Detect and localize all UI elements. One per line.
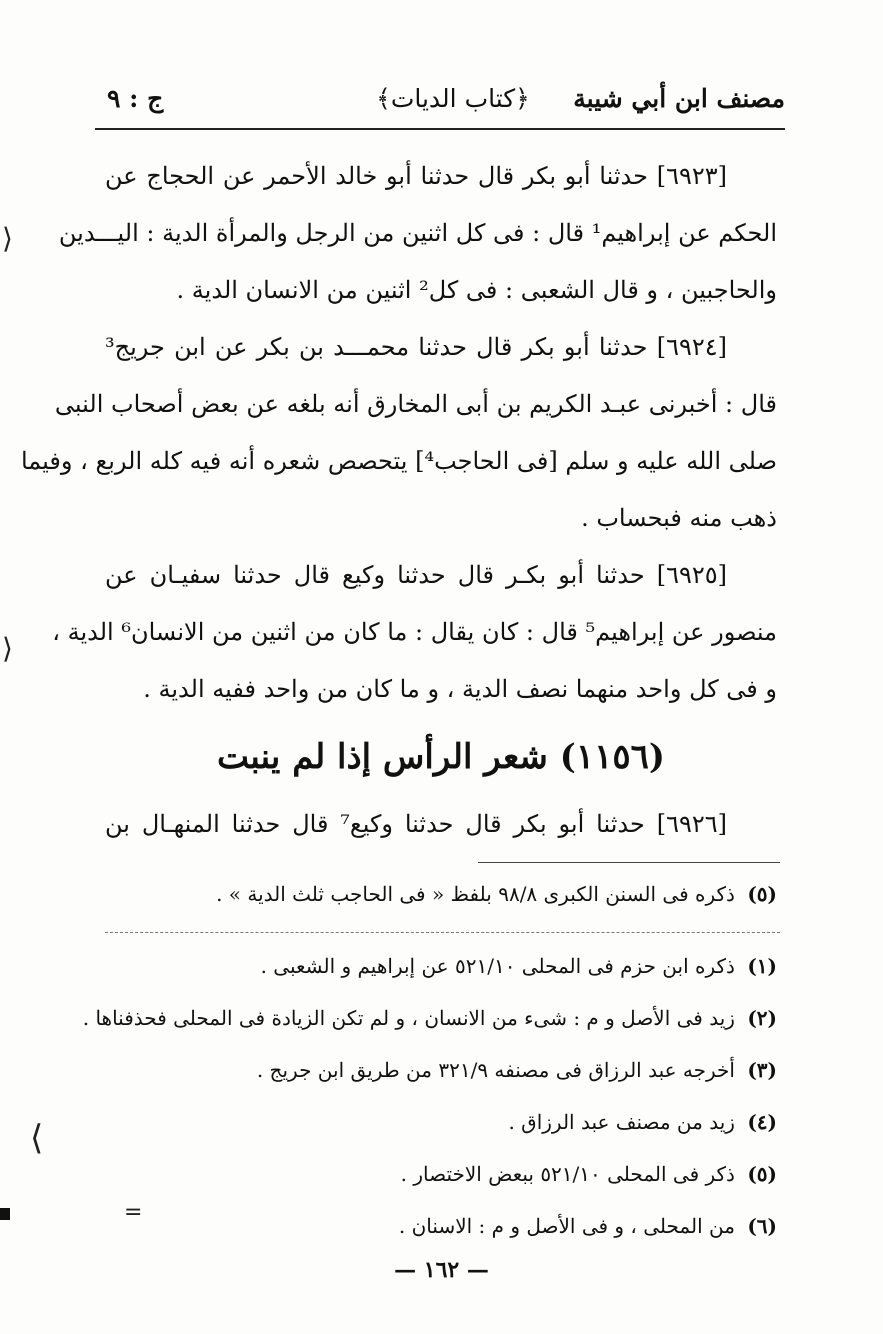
page-number: — ١٦٢ — xyxy=(394,1257,489,1283)
text-line: [٦٩٢٤] حدثنا أبو بكر قال حدثنا محمـــد بن بكر عن ابن جريج³ xyxy=(105,333,727,361)
footnote-item xyxy=(105,1044,777,1096)
text-line: [٦٩٢٥] حدثنا أبو بكـر قال حدثنا وكيع قال حدثنا سفيـان عن xyxy=(105,561,727,589)
main-text xyxy=(20,148,777,853)
chapter-heading: (١١٥٦) شعر الرأس إذا لم ينبت xyxy=(217,737,665,777)
margin-mark: ⟨ xyxy=(30,1118,44,1158)
footnote-item xyxy=(105,868,777,920)
footnote-item xyxy=(105,940,777,992)
section-title: ﴿كتاب الديات﴾ xyxy=(376,84,530,113)
footnotes-list xyxy=(82,940,777,1252)
footnote-text: ذكره ابن حزم فى المحلى ٥٢١/١٠ عن إبراهيم و الشعبى . xyxy=(260,954,735,978)
footnote-text: ذكر فى المحلى ٥٢١/١٠ ببعض الاختصار . xyxy=(400,1162,735,1186)
footnote-text: من المحلى ، و فى الأصل و م : الاسنان . xyxy=(398,1214,735,1238)
text-line: صلى الله عليه و سلم [فى الحاجب⁴] يتحصص شعره أنه فيه كله الربع ، وفيما xyxy=(20,447,777,475)
text-line: الحكم عن إبراهيم¹ قال : فى كل اثنين من الرجل والمرأة الدية : اليـــدين xyxy=(58,219,777,247)
text-line: ذهب منه فبحساب . xyxy=(581,504,777,532)
footnote-separator xyxy=(478,862,780,863)
footnote-divider xyxy=(105,932,780,933)
text-line: [٦٩٢٣] حدثنا أبو بكر قال حدثنا أبو خالد الأحمر عن الحجاج عن xyxy=(105,162,727,190)
footnote-number: (١) xyxy=(747,954,777,978)
margin-mark: ⟩ xyxy=(2,222,13,255)
text-line: منصور عن إبراهيم⁵ قال : كان يقال : ما كان من اثنين من الانسان⁶ الدية ، xyxy=(52,618,777,646)
text-line: والحاجبين ، و قال الشعبى : فى كل² اثنين من الانسان الدية . xyxy=(176,276,777,304)
footnote-number: (٥) xyxy=(747,882,777,906)
footnote-number: (٦) xyxy=(747,1214,777,1238)
footnote-number: (٥) xyxy=(747,1162,777,1186)
footnote-number: (٣) xyxy=(747,1058,777,1082)
book-title: مصنف ابن أبي شيبة xyxy=(573,84,785,113)
paragraph-6925 xyxy=(52,547,777,718)
paragraph-6923 xyxy=(58,148,777,319)
footnote-item xyxy=(82,992,777,1044)
volume-label: ج : ٩ xyxy=(107,84,164,113)
text-line: و فى كل واحد منهما نصف الدية ، و ما كان من واحد ففيه الدية . xyxy=(143,675,777,703)
text-line: [٦٩٢٦] حدثنا أبو بكر قال حدثنا وكيع⁷ قال حدثنا المنهـال بن xyxy=(105,810,727,838)
running-header xyxy=(95,78,785,130)
text-line: قال : أخبرنى عبـد الكريم بن أبى المخارق أنه بلغه عن بعض أصحاب النبى xyxy=(54,390,777,418)
margin-mark xyxy=(0,1208,10,1220)
paragraph-6924 xyxy=(20,319,777,547)
footnote-item xyxy=(105,1096,777,1148)
footnote-text: أخرجه عبد الرزاق فى مصنفه ٣٢١/٩ من طريق ابن جريج . xyxy=(256,1058,735,1082)
footnote-item xyxy=(105,1200,777,1252)
footnote-item xyxy=(105,1148,777,1200)
footnote-text: زيد من مصنف عبد الرزاق . xyxy=(508,1110,735,1134)
prior-footnote xyxy=(105,868,777,920)
footnote-number: (٢) xyxy=(747,1006,777,1030)
footnote-number: (٤) xyxy=(747,1110,777,1134)
footnote-text: زيد فى الأصل و م : شىء من الانسان ، و لم تكن الزيادة فى المحلى فحذفناها . xyxy=(82,1006,735,1030)
header-rule xyxy=(95,128,785,130)
footnote-text: ذكره فى السنن الكبرى ٩٨/٨ بلفظ « فى الحاجب ثلث الدية » . xyxy=(216,882,735,906)
margin-mark: ⟩ xyxy=(2,632,13,665)
margin-mark: = xyxy=(124,1200,143,1225)
